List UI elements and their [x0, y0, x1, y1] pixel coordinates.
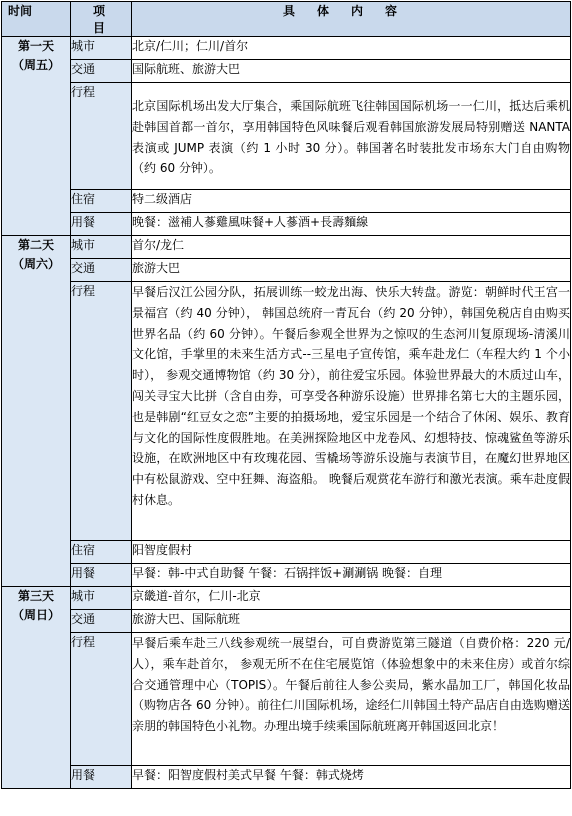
day1-city-row [2, 37, 571, 60]
day3-city-label: 城市 [71, 587, 132, 610]
day3-city: 京畿道-首尔，仁川-北京 [132, 587, 571, 610]
day2-traffic: 旅游大巴 [132, 259, 571, 282]
day3-title [2, 587, 71, 789]
day1-meals-label: 用餐 [71, 213, 132, 236]
day1-lodging: 特二级酒店 [132, 190, 571, 213]
day2-itinerary-label: 行程 [71, 282, 132, 541]
itinerary-table [1, 1, 571, 789]
day3-meals-label: 用餐 [71, 766, 132, 789]
day2-lodging-row [2, 541, 571, 564]
table-header-row [2, 2, 571, 37]
day3-itinerary-row [2, 633, 571, 766]
day3-title-line2: （周日） [11, 608, 60, 622]
day1-title-line2: （周五） [11, 58, 60, 72]
day3-itinerary: 早餐后乘车赴三八线参观统一展望台，可自费游览第三隧道（自费价格：220 元/人），乘车赴首尔， 参观无所不在住宅展览馆（体验想象中的未来住房）或首尔综合交通管理中心（TOPIS）。午餐后前往人参公卖局，紫水晶加工厂，韩国化妆品（购物店各 60 分钟）。前往仁川国际机场，途经仁川韩国土特产品店自由选购赠送亲朋的韩国特色小礼物。办理出境手续乘国际航班离开韩国返回北京！ [132, 633, 571, 766]
day3-meals-row [2, 766, 571, 789]
day2-city: 首尔/龙仁 [132, 236, 571, 259]
day2-traffic-row [2, 259, 571, 282]
header-time: 时间 [2, 2, 71, 37]
day2-itinerary-row [2, 282, 571, 541]
day1-traffic: 国际航班、旅游大巴 [132, 60, 571, 83]
day1-city: 北京/仁川；仁川/首尔 [132, 37, 571, 60]
day1-city-label: 城市 [71, 37, 132, 60]
day2-traffic-label: 交通 [71, 259, 132, 282]
header-detail: 具体内容 [132, 2, 571, 37]
day2-title [2, 236, 71, 587]
day2-meals-label: 用餐 [71, 564, 132, 587]
day2-lodging-label: 住宿 [71, 541, 132, 564]
day1-lodging-label: 住宿 [71, 190, 132, 213]
day3-traffic-label: 交通 [71, 610, 132, 633]
day1-traffic-label: 交通 [71, 60, 132, 83]
day3-traffic-row [2, 610, 571, 633]
day2-meals: 早餐：韩-中式自助餐 午餐：石锅拌饭+涮涮锅 晚餐：自理 [132, 564, 571, 587]
day3-title-line1: 第三天 [17, 589, 54, 603]
day1-lodging-row [2, 190, 571, 213]
day3-meals: 早餐：阳智度假村美式早餐 午餐：韩式烧烤 [132, 766, 571, 789]
day1-itinerary: 北京国际机场出发大厅集合，乘国际航班飞往韩国国际机场一一仁川，抵达后乘机赴韩国首都一首尔，享用韩国特色风味餐后观看韩国旅游发展局特别赠送 NANTA 表演或 JUMP 表演（约 1 小时 30 分）。韩国著名时装批发市场东大门自由购物（约 60 分钟）。 [132, 83, 571, 190]
day3-itinerary-label: 行程 [71, 633, 132, 766]
day2-lodging: 阳智度假村 [132, 541, 571, 564]
day1-itinerary-row [2, 83, 571, 190]
day2-itinerary: 早餐后汉江公园分队，拓展训练一蛟龙出海、快乐大转盘。游览：朝鲜时代王宫一景福宫（约 40 分钟）， 韩国总统府一青瓦台（约 20 分钟），韩国免税店自由购买世界名品（约 60 分钟）。午餐后参观全世界为之惊叹的生态河川复原现场-清溪川文化馆，手掌里的未来生活方式--三星电子宣传馆，乘车赴龙仁（车程大约 1 个小时）， 参观交通博物馆（约 30 分），前往爱宝乐园。体验世界最大的木质过山车，闯关寻宝大比拼（含自由券，可享受各种游乐设施）世界排名第七大的主题乐园，也是韩剧“红豆女之恋”主要的拍摄场地，爱宝乐园是一个结合了休闲、娱乐、教育与文化的国际性度假胜地。在美洲探险地区中龙卷风、幻想特技、惊魂鲨鱼等游乐设施，在欧洲地区中有玫瑰花园、雪橇场等游乐设施与表演节目，在魔幻世界地区中有松鼠游戏、空中狂舞、海盗船。 晚餐后观赏花车游行和激光表演。乘车赴度假村休息。 [132, 282, 571, 541]
header-item: 项目 [71, 2, 132, 37]
day2-meals-row [2, 564, 571, 587]
day1-meals-row [2, 213, 571, 236]
day1-meals: 晚餐：滋補人蔘雞風味餐+人蔘酒+長壽麵線 [132, 213, 571, 236]
day1-itinerary-label: 行程 [71, 83, 132, 190]
day2-title-line1: 第二天 [17, 238, 54, 252]
day1-title [2, 37, 71, 236]
day3-traffic: 旅游大巴、国际航班 [132, 610, 571, 633]
day1-title-line1: 第一天 [17, 39, 54, 53]
day2-city-label: 城市 [71, 236, 132, 259]
day2-title-line2: （周六） [11, 257, 60, 271]
day2-city-row [2, 236, 571, 259]
day1-traffic-row [2, 60, 571, 83]
day3-city-row [2, 587, 571, 610]
